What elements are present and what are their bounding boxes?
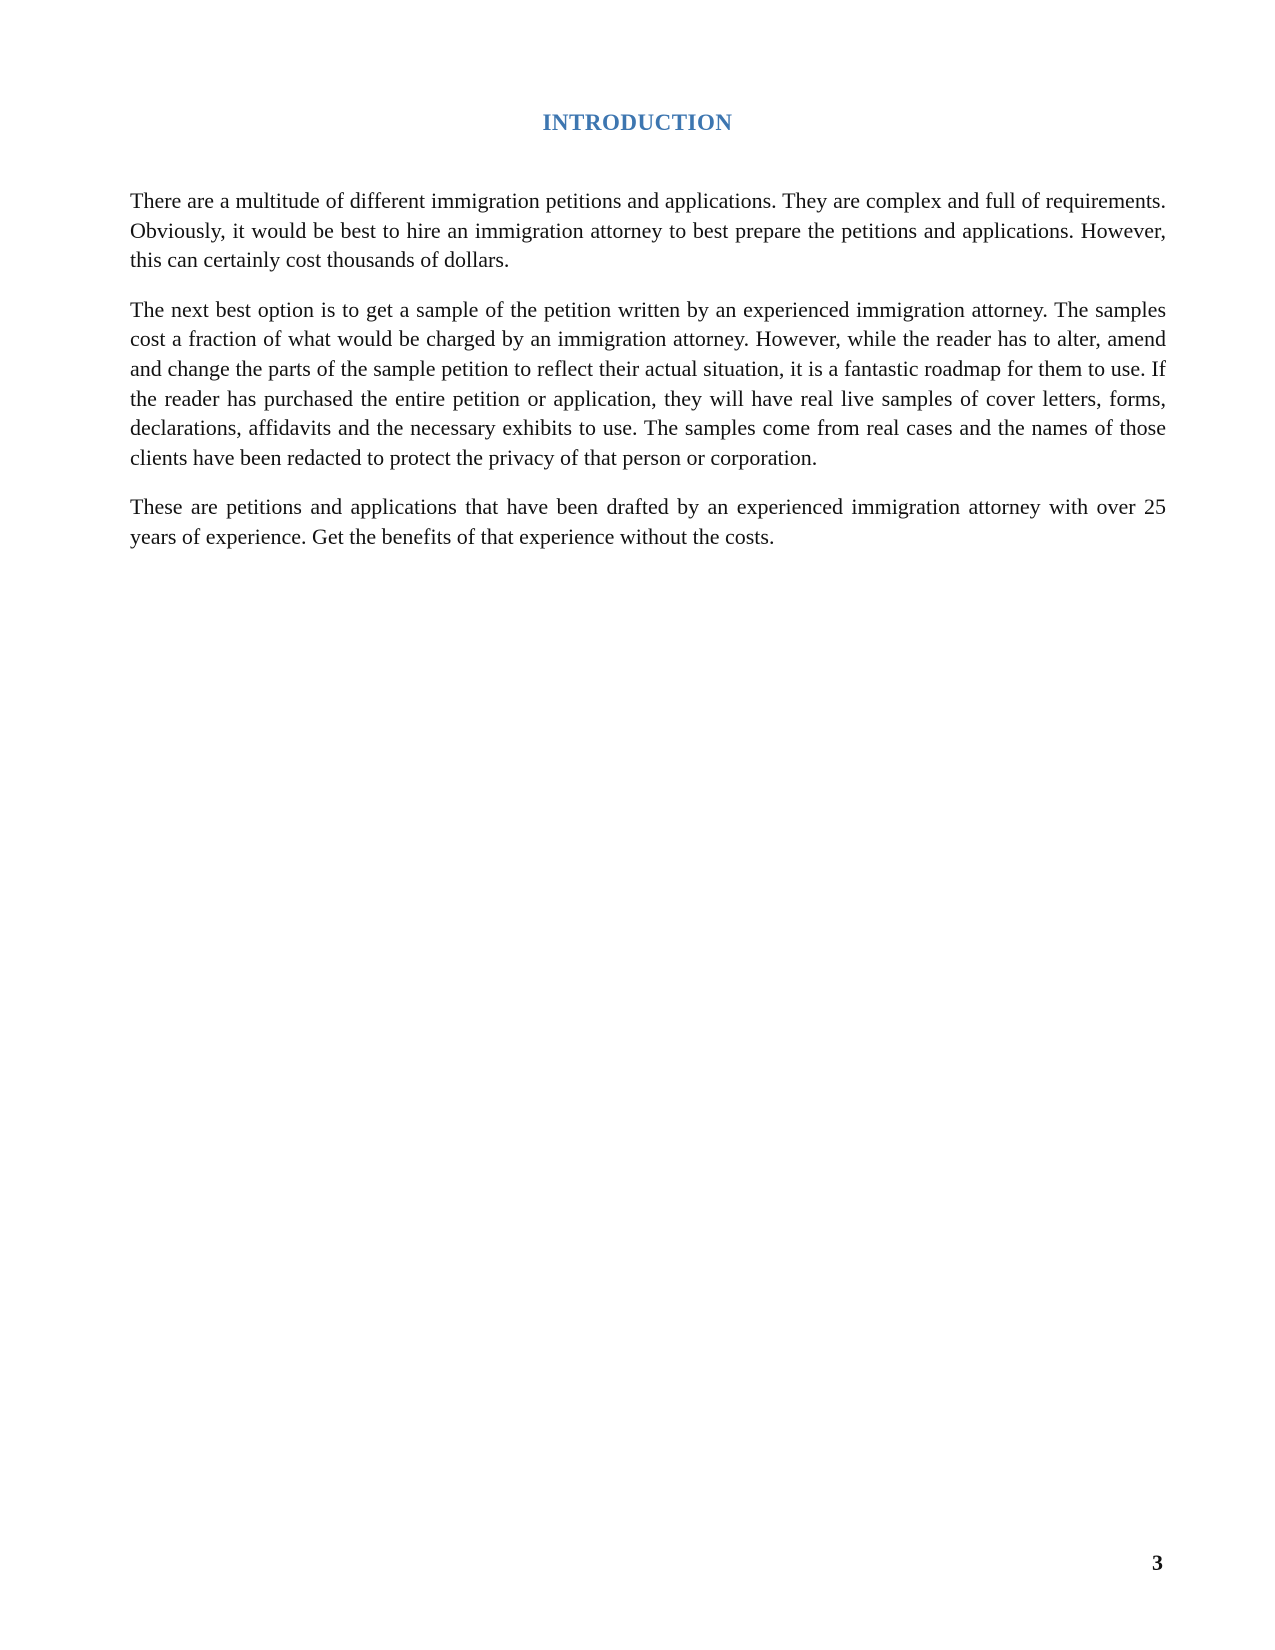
paragraph-3: These are petitions and applications that have been drafted by an experienced immigration attorney with over 25 years of experience. Get the benefits of that experience without the costs. — [130, 494, 1166, 549]
page-number: 3 — [1152, 1550, 1163, 1575]
paragraph-1: There are a multitude of different immigration petitions and applications. They are complex and full of requirements. Obviously, it would be best to hire an immigration attorney to best prepare the petitions and applications. However, this can certainly cost thousands of dollars. — [130, 188, 1166, 273]
page-heading: INTRODUCTION — [542, 110, 733, 135]
paragraph-2: The next best option is to get a sample of the petition written by an experienced immigration attorney. The samples cost a fraction of what would be charged by an immigration attorney. However, while the reader has to alter, amend and change the parts of the sample petition to reflect their actual situation, it is a fantastic roadmap for them to use. If the reader has purchased the entire petition or application, they will have real live samples of cover letters, forms, declarations, affidavits and the necessary exhibits to use. The samples come from real cases and the names of those clients have been redacted to protect the privacy of that person or corporation. — [130, 296, 1166, 470]
body-text — [130, 186, 1166, 572]
